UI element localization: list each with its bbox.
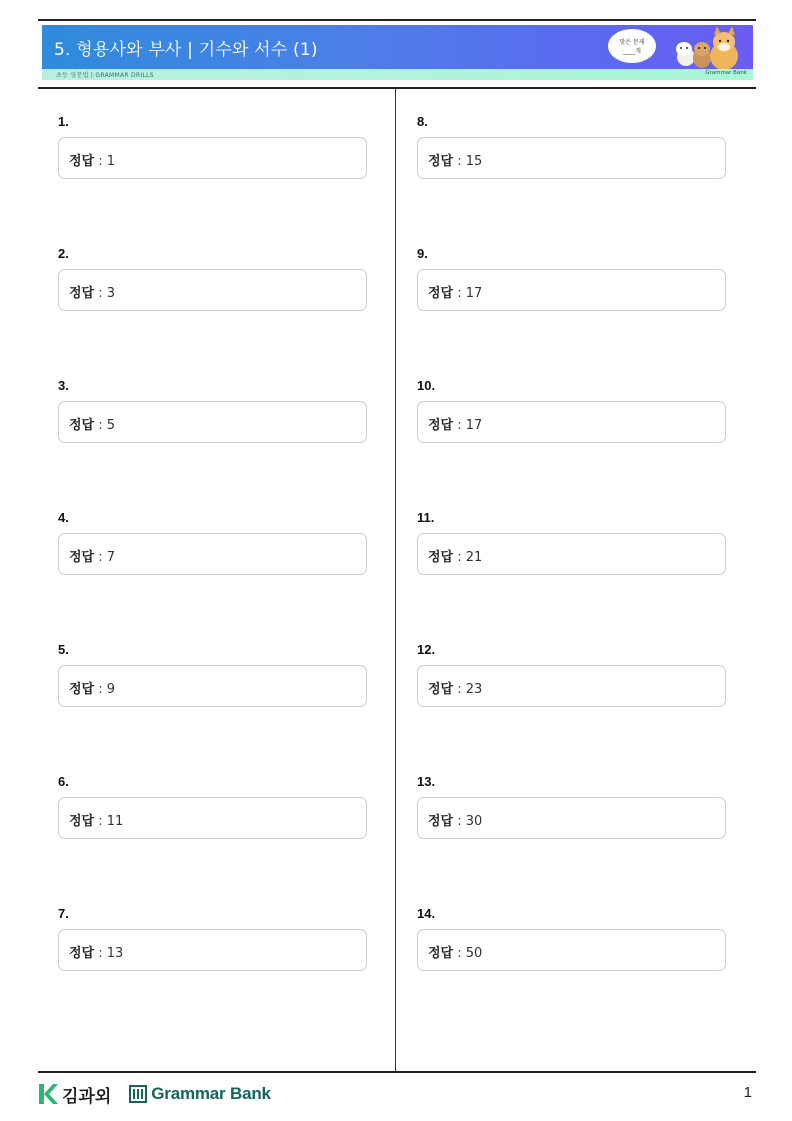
answer-box	[58, 533, 367, 575]
question-number: 1.	[58, 114, 69, 129]
answer-separator: :	[453, 550, 466, 565]
question-number: 9.	[417, 246, 428, 261]
answer-box	[58, 137, 367, 179]
answer-label: 정답	[69, 814, 95, 829]
answer-value: 30	[465, 814, 483, 829]
question-number: 6.	[58, 774, 69, 789]
footer-logo	[38, 1082, 271, 1106]
answer-box	[58, 401, 367, 443]
question-number: 5.	[58, 642, 69, 657]
answer-box	[417, 533, 726, 575]
question-number: 12.	[417, 642, 436, 657]
score-bubble-label: 맞은 문제	[619, 39, 645, 46]
question-item	[58, 378, 368, 443]
question-number: 2.	[58, 246, 69, 261]
header-rule	[38, 87, 756, 89]
question-number: 3.	[58, 378, 69, 393]
question-number: 7.	[58, 906, 69, 921]
answer-separator: :	[94, 682, 107, 697]
mascot-dogs-icon	[662, 25, 752, 70]
question-item	[417, 906, 727, 971]
answer-value: 17	[465, 418, 483, 433]
score-bubble-blank: ____개	[623, 48, 641, 55]
question-number: 13.	[417, 774, 436, 789]
answer-value: 50	[465, 946, 483, 961]
bottom-rule	[38, 1071, 756, 1073]
answer-separator: :	[453, 946, 466, 961]
answer-box	[417, 929, 726, 971]
answer-value: 11	[106, 814, 124, 829]
answer-value: 9	[106, 682, 116, 697]
question-number: 8.	[417, 114, 428, 129]
answer-box	[58, 269, 367, 311]
question-number: 11.	[417, 510, 435, 525]
answer-label: 정답	[69, 286, 95, 301]
title-banner	[42, 25, 753, 70]
answer-separator: :	[94, 550, 107, 565]
question-item	[58, 246, 368, 311]
answer-separator: :	[453, 154, 466, 169]
score-bubble	[608, 29, 656, 63]
question-item	[417, 246, 727, 311]
answer-label: 정답	[69, 154, 95, 169]
answer-label: 정답	[428, 682, 454, 697]
worksheet-title: 5. 형용사와 부사 | 기수와 서수 (1)	[54, 40, 318, 60]
answer-value: 7	[106, 550, 116, 565]
page-number: 1	[743, 1084, 752, 1101]
brand-grammar-bank: Grammar Bank	[151, 1084, 271, 1103]
answer-value: 1	[106, 154, 116, 169]
answer-label: 정답	[428, 286, 454, 301]
answer-box	[417, 269, 726, 311]
question-item	[58, 906, 368, 971]
k-logo-icon	[38, 1083, 58, 1105]
answer-value: 17	[465, 286, 483, 301]
answer-box	[58, 797, 367, 839]
answer-box	[417, 665, 726, 707]
grammar-bank-badge: Grammar Bank	[705, 70, 747, 76]
answer-separator: :	[94, 946, 107, 961]
answer-label: 정답	[428, 550, 454, 565]
question-item	[417, 510, 727, 575]
answer-box	[417, 137, 726, 179]
answer-value: 5	[106, 418, 116, 433]
answer-separator: :	[94, 286, 107, 301]
answer-label: 정답	[69, 418, 95, 433]
answer-value: 13	[106, 946, 124, 961]
answer-value: 21	[465, 550, 483, 565]
answer-box	[417, 797, 726, 839]
question-item	[417, 378, 727, 443]
answer-label: 정답	[428, 814, 454, 829]
brand-kimgwaoe: 김과외	[62, 1086, 112, 1107]
answer-box	[58, 665, 367, 707]
answer-box	[417, 401, 726, 443]
answer-separator: :	[453, 682, 466, 697]
answer-separator: :	[94, 814, 107, 829]
answer-separator: :	[453, 286, 466, 301]
question-item	[417, 642, 727, 707]
answer-label: 정답	[69, 946, 95, 961]
series-label: 초등 영문법 | GRAMMAR DRILLS	[56, 72, 154, 79]
question-item	[58, 774, 368, 839]
answer-separator: :	[453, 814, 466, 829]
answer-label: 정답	[428, 418, 454, 433]
answer-label: 정답	[69, 682, 95, 697]
answer-label: 정답	[428, 154, 454, 169]
answer-value: 15	[465, 154, 483, 169]
question-number: 14.	[417, 906, 436, 921]
question-item	[417, 114, 727, 179]
answer-label: 정답	[428, 946, 454, 961]
grammar-bank-icon	[129, 1085, 147, 1103]
answer-value: 23	[465, 682, 483, 697]
answer-separator: :	[94, 154, 107, 169]
question-number: 10.	[417, 378, 436, 393]
answer-separator: :	[453, 418, 466, 433]
answer-label: 정답	[69, 550, 95, 565]
question-item	[58, 114, 368, 179]
top-rule	[38, 19, 756, 21]
question-number: 4.	[58, 510, 69, 525]
question-item	[58, 642, 368, 707]
answer-separator: :	[94, 418, 107, 433]
answer-value: 3	[106, 286, 116, 301]
sub-header-bar	[42, 69, 753, 80]
answer-box	[58, 929, 367, 971]
column-divider	[395, 89, 396, 1071]
question-item	[417, 774, 727, 839]
question-item	[58, 510, 368, 575]
